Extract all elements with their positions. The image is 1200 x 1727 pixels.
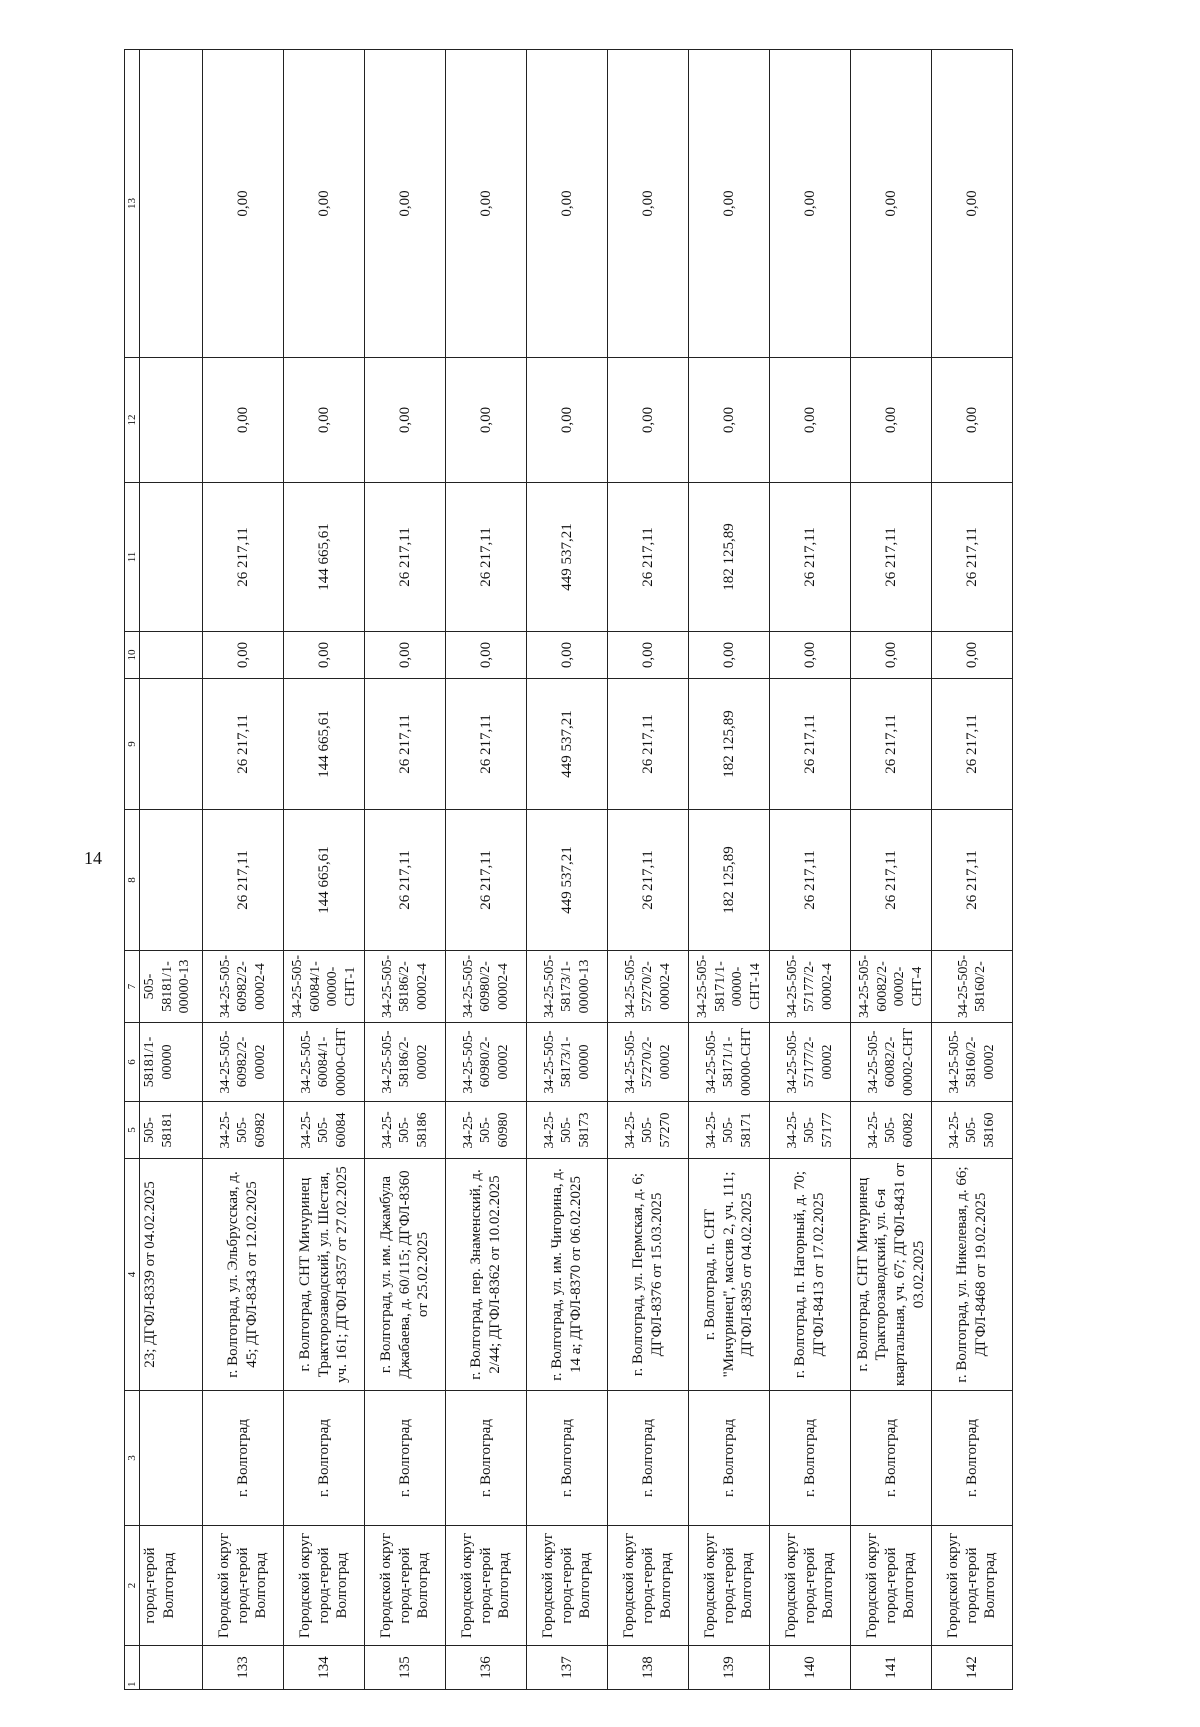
cell: 34-25-505-57177 [770, 1102, 851, 1159]
cell: 26 217,11 [203, 679, 284, 810]
cell: 0,00 [932, 358, 1013, 483]
cell: 34-25-505-60980 [446, 1102, 527, 1159]
cell: 26 217,11 [851, 810, 932, 951]
cell: 0,00 [284, 50, 365, 358]
cell: г. Волгоград, СНТ Мичуринец Тракторозаводский, ул. 6-я квартальная, уч. 67; ДГФЛ-8431 от 03.02.2025 [851, 1159, 932, 1391]
cell: 34-25-505-58173 [527, 1102, 608, 1159]
cell: 0,00 [365, 632, 446, 679]
cell [140, 679, 203, 810]
cell: г. Волгоград [932, 1391, 1013, 1526]
cell: 0,00 [770, 358, 851, 483]
cell: г. Волгоград, СНТ Мичуринец Тракторозаводский, ул. Шестая, уч. 161; ДГФЛ-8357 от 27.02.2025 [284, 1159, 365, 1391]
cell: г. Волгоград, пер. Знаменский, д. 2/44; ДГФЛ-8362 от 10.02.2025 [446, 1159, 527, 1391]
cell: 26 217,11 [365, 810, 446, 951]
cell: 140 [770, 1646, 851, 1690]
cell: 26 217,11 [365, 483, 446, 632]
column-number-row [125, 50, 140, 1690]
column-number: 6 [125, 1023, 140, 1102]
cell: 0,00 [527, 632, 608, 679]
cell: 34-25-505-60084/1-00000-СНТ [284, 1023, 365, 1102]
cell: город-герой Волгоград [140, 1526, 203, 1646]
cell: 0,00 [608, 632, 689, 679]
cell: 26 217,11 [851, 679, 932, 810]
table-row [527, 50, 608, 1690]
cell: 26 217,11 [446, 483, 527, 632]
cell: 136 [446, 1646, 527, 1690]
cell: 0,00 [365, 358, 446, 483]
table-row [446, 50, 527, 1690]
cell: 34-25-505-58171/1-00000-СНТ [689, 1023, 770, 1102]
cell: 26 217,11 [932, 483, 1013, 632]
cell: г. Волгоград, ул. им. Чигорина, д. 14 а; ДГФЛ-8370 от 06.02.2025 [527, 1159, 608, 1391]
column-number: 13 [125, 50, 140, 358]
cell: 34-25-505-60980/2-00002 [446, 1023, 527, 1102]
cell: 34-25-505-60982/2-00002 [203, 1023, 284, 1102]
cell [140, 483, 203, 632]
rotated-page-content [124, 50, 1200, 1690]
cell: Городской округ город-герой Волгоград [608, 1526, 689, 1646]
cell: 34-25-505-60082/2-00002-СНТ-4 [851, 951, 932, 1023]
table-row [284, 50, 365, 1690]
column-number: 10 [125, 632, 140, 679]
cell: 0,00 [932, 50, 1013, 358]
cell: 0,00 [284, 358, 365, 483]
cell: Городской округ город-герой Волгоград [203, 1526, 284, 1646]
cell: 26 217,11 [365, 679, 446, 810]
cell: 0,00 [851, 632, 932, 679]
cell: Городской округ город-герой Волгоград [365, 1526, 446, 1646]
cell: 505-58181/1-00000-13 [140, 951, 203, 1023]
cell: 34-25-505-60084 [284, 1102, 365, 1159]
cell [140, 1646, 203, 1690]
cell: 137 [527, 1646, 608, 1690]
cell: 34-25-505-58173/1-00000-13 [527, 951, 608, 1023]
cell: 26 217,11 [932, 810, 1013, 951]
cell: 34-25-505-58173/1-00000 [527, 1023, 608, 1102]
cell: 0,00 [851, 358, 932, 483]
cell: 34-25-505-58186/2-00002-4 [365, 951, 446, 1023]
column-number: 12 [125, 358, 140, 483]
cell: 449 537,21 [527, 810, 608, 951]
cell: Городской округ город-герой Волгоград [284, 1526, 365, 1646]
cell: 0,00 [851, 50, 932, 358]
cell: 26 217,11 [608, 679, 689, 810]
cell: 0,00 [203, 50, 284, 358]
column-number: 3 [125, 1391, 140, 1526]
column-number: 9 [125, 679, 140, 810]
cell: 34-25-505-60084/1-00000-СНТ-1 [284, 951, 365, 1023]
cell: 26 217,11 [608, 810, 689, 951]
cell: 26 217,11 [446, 810, 527, 951]
cell: 34-25-505-58171/1-00000-СНТ-14 [689, 951, 770, 1023]
cell: г. Волгоград [446, 1391, 527, 1526]
column-number: 8 [125, 810, 140, 951]
cell: г. Волгоград, ул. Никелевая, д. 66; ДГФЛ-8468 от 19.02.2025 [932, 1159, 1013, 1391]
cell: 58181/1-00000 [140, 1023, 203, 1102]
cell: 182 125,89 [689, 679, 770, 810]
cell: 144 665,61 [284, 679, 365, 810]
table-row [608, 50, 689, 1690]
cell: г. Волгоград [365, 1391, 446, 1526]
continuation-row [140, 50, 203, 1690]
cell: 34-25-505-58186/2-00002 [365, 1023, 446, 1102]
cell: 449 537,21 [527, 679, 608, 810]
cell: 0,00 [527, 358, 608, 483]
cell: 34-25-505-60980/2-00002-4 [446, 951, 527, 1023]
table-row [689, 50, 770, 1690]
cell: 0,00 [527, 50, 608, 358]
cell: 26 217,11 [932, 679, 1013, 810]
cell: 449 537,21 [527, 483, 608, 632]
cell: г. Волгоград [608, 1391, 689, 1526]
cell: 34-25-505-60082 [851, 1102, 932, 1159]
cell: 34-25-505-58160 [932, 1102, 1013, 1159]
cell: 0,00 [446, 358, 527, 483]
column-number: 5 [125, 1102, 140, 1159]
cell [140, 1391, 203, 1526]
cell: 0,00 [689, 358, 770, 483]
column-number: 2 [125, 1526, 140, 1646]
cell: 0,00 [770, 632, 851, 679]
cell: 0,00 [689, 632, 770, 679]
cell: г. Волгоград [203, 1391, 284, 1526]
cell: 0,00 [446, 632, 527, 679]
cell: 139 [689, 1646, 770, 1690]
cell: 26 217,11 [770, 483, 851, 632]
data-table [124, 49, 1013, 1690]
cell: 34-25-505-57270/2-00002 [608, 1023, 689, 1102]
cell: 144 665,61 [284, 483, 365, 632]
cell: Городской округ город-герой Волгоград [932, 1526, 1013, 1646]
cell: 26 217,11 [851, 483, 932, 632]
cell: Городской округ город-герой Волгоград [689, 1526, 770, 1646]
table-row [932, 50, 1013, 1690]
cell: 0,00 [689, 50, 770, 358]
cell: 34-25-505-60982/2-00002-4 [203, 951, 284, 1023]
cell: г. Волгоград [284, 1391, 365, 1526]
cell: 26 217,11 [770, 679, 851, 810]
cell: 141 [851, 1646, 932, 1690]
cell [140, 358, 203, 483]
cell: г. Волгоград [851, 1391, 932, 1526]
cell: 0,00 [203, 358, 284, 483]
cell: 182 125,89 [689, 810, 770, 951]
cell: 134 [284, 1646, 365, 1690]
cell: 26 217,11 [203, 810, 284, 951]
cell: 0,00 [608, 50, 689, 358]
cell: г. Волгоград, п. СНТ "Мичуринец", массив 2, уч. 111; ДГФЛ-8395 от 04.02.2025 [689, 1159, 770, 1391]
cell: 34-25-505-57270 [608, 1102, 689, 1159]
cell: 34-25-505-57270/2-00002-4 [608, 951, 689, 1023]
cell: Городской округ город-герой Волгоград [446, 1526, 527, 1646]
column-number: 4 [125, 1159, 140, 1391]
cell: 34-25-505-58160/2- [932, 951, 1013, 1023]
column-number: 1 [125, 1646, 140, 1690]
cell: 144 665,61 [284, 810, 365, 951]
cell: 182 125,89 [689, 483, 770, 632]
table-row [770, 50, 851, 1690]
cell: г. Волгоград, ул. Эльбрусская, д. 45; ДГФЛ-8343 от 12.02.2025 [203, 1159, 284, 1391]
cell: Городской округ город-герой Волгоград [527, 1526, 608, 1646]
cell: 26 217,11 [203, 483, 284, 632]
table-row [851, 50, 932, 1690]
cell: 138 [608, 1646, 689, 1690]
cell: 142 [932, 1646, 1013, 1690]
cell [140, 810, 203, 951]
cell: 0,00 [365, 50, 446, 358]
cell: 0,00 [203, 632, 284, 679]
cell: 26 217,11 [770, 810, 851, 951]
cell: Городской округ город-герой Волгоград [851, 1526, 932, 1646]
cell: 34-25-505-58186 [365, 1102, 446, 1159]
cell: 26 217,11 [446, 679, 527, 810]
cell: 0,00 [446, 50, 527, 358]
column-number: 11 [125, 483, 140, 632]
cell: 135 [365, 1646, 446, 1690]
cell: г. Волгоград [770, 1391, 851, 1526]
cell: 34-25-505-58160/2-00002 [932, 1023, 1013, 1102]
cell: г. Волгоград, п. Нагорный, д. 70; ДГФЛ-8413 от 17.02.2025 [770, 1159, 851, 1391]
page-number: 14 [84, 848, 102, 868]
cell: 34-25-505-58171 [689, 1102, 770, 1159]
cell: г. Волгоград, ул. Пермская, д. 6; ДГФЛ-8376 от 15.03.2025 [608, 1159, 689, 1391]
cell: 26 217,11 [608, 483, 689, 632]
cell [140, 632, 203, 679]
cell: 0,00 [284, 632, 365, 679]
cell: г. Волгоград [689, 1391, 770, 1526]
column-number: 7 [125, 951, 140, 1023]
table-row [365, 50, 446, 1690]
cell: 0,00 [608, 358, 689, 483]
cell: 133 [203, 1646, 284, 1690]
cell: 34-25-505-60082/2-00002-СНТ [851, 1023, 932, 1102]
cell: 505-58181 [140, 1102, 203, 1159]
cell: 23; ДГФЛ-8339 от 04.02.2025 [140, 1159, 203, 1391]
cell: г. Волгоград [527, 1391, 608, 1526]
cell: Городской округ город-герой Волгоград [770, 1526, 851, 1646]
cell: 34-25-505-60982 [203, 1102, 284, 1159]
cell: 34-25-505-57177/2-00002-4 [770, 951, 851, 1023]
cell: 0,00 [932, 632, 1013, 679]
table-row [203, 50, 284, 1690]
cell: г. Волгоград, ул. им. Джамбула Джабаева, д. 60/115; ДГФЛ-8360 от 25.02.2025 [365, 1159, 446, 1391]
cell: 0,00 [770, 50, 851, 358]
cell [140, 50, 203, 358]
cell: 34-25-505-57177/2-00002 [770, 1023, 851, 1102]
